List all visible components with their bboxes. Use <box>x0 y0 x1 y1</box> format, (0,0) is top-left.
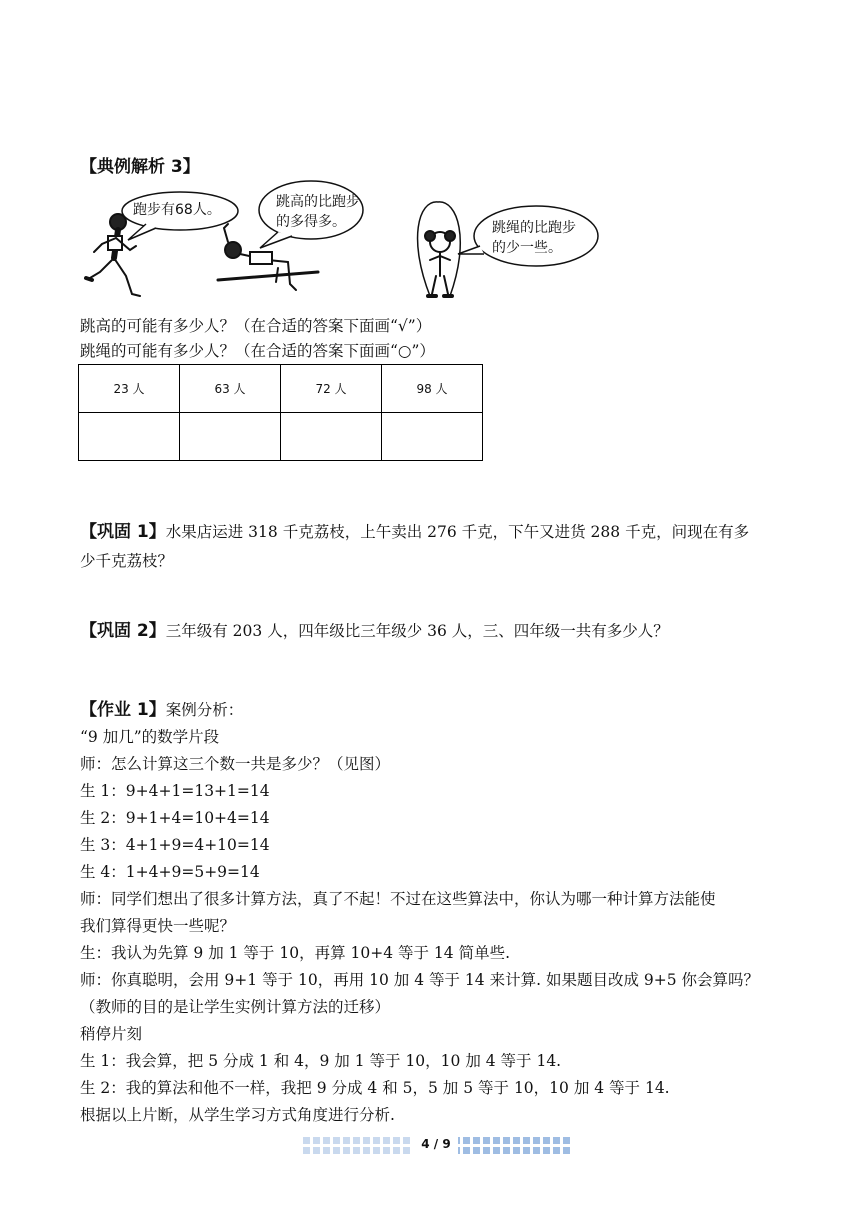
option-cell: 98 人 <box>382 365 483 413</box>
homework-line: 我们算得更快一些呢？ <box>80 917 236 935</box>
example-heading: 【典例解析 3】 <box>80 157 200 177</box>
homework-line: 生 3：4+1+9=4+10=14 <box>80 836 270 854</box>
rope-jumper-icon <box>418 202 461 296</box>
question-rope-jump: 跳绳的可能有多少人？（在合适的答案下面画“○”） <box>80 342 435 360</box>
homework-line: 生 2：9+1+4=10+4=14 <box>80 809 270 827</box>
answer-cell[interactable] <box>180 413 281 461</box>
option-cell: 63 人 <box>180 365 281 413</box>
consolidate-2-label: 【巩固 2】 <box>80 621 166 641</box>
answer-cell[interactable] <box>79 413 180 461</box>
homework-line: 根据以上片断，从学生学习方式角度进行分析. <box>80 1106 395 1124</box>
homework-line: （教师的目的是让学生实例计算方法的迁移） <box>80 998 391 1016</box>
bubble-high-text-2: 的多得多。 <box>276 214 346 230</box>
runner-icon <box>86 214 140 296</box>
homework-line: “9 加几”的数学片段 <box>80 728 220 746</box>
answer-table <box>78 364 483 461</box>
question-high-jump: 跳高的可能有多少人？（在合适的答案下面画“√”） <box>80 317 432 335</box>
consolidate-1-text-line1: 水果店运进 318 千克荔枝，上午卖出 276 千克，下午又进货 288 千克，问现在有多 <box>165 523 750 541</box>
homework-line: 师：怎么计算这三个数一共是多少？（见图） <box>80 755 391 773</box>
option-cell: 23 人 <box>79 365 180 413</box>
homework-line: 生：我认为先算 9 加 1 等于 10，再算 10+4 等于 14 简单些. <box>80 944 511 962</box>
page-number: 4 / 9 <box>421 1137 451 1151</box>
bubble-high-text-1: 跳高的比跑步 <box>276 194 360 210</box>
homework-line: 师：你真聪明，会用 9+1 等于 10，再用 10 加 4 等于 14 来计算. 如果题目改成 9+5 你会算吗？ <box>80 971 760 989</box>
consolidate-2 <box>80 621 669 641</box>
homework-line: 生 1：9+4+1=13+1=14 <box>80 782 270 800</box>
option-cell: 72 人 <box>281 365 382 413</box>
bubble-run-text: 跑步有68人。 <box>133 202 221 218</box>
homework-line: 生 1：我会算，把 5 分成 1 和 4，9 加 1 等于 10，10 加 4 等于 14. <box>80 1052 562 1070</box>
homework-line: 生 2：我的算法和他不一样，我把 9 分成 4 和 5，5 加 5 等于 10，10 加 4 等于 14. <box>80 1079 670 1097</box>
homework-line: 师：同学们想出了很多计算方法，真了不起！不过在这些算法中，你认为哪一种计算方法能使 <box>80 890 716 908</box>
bubble-rope-text-2: 的少一些。 <box>492 240 562 256</box>
homework-line: 稍停片刻 <box>80 1025 143 1043</box>
consolidate-1 <box>80 522 749 542</box>
consolidate-1-label: 【巩固 1】 <box>80 522 166 542</box>
homework-intro: 案例分析： <box>165 701 244 719</box>
homework-label: 【作业 1】 <box>80 700 166 720</box>
consolidate-1-text-line2: 少千克荔枝？ <box>80 552 174 570</box>
homework-line: 生 4：1+4+9=5+9=14 <box>80 863 260 881</box>
bubble-rope-text-1: 跳绳的比跑步 <box>492 220 576 236</box>
consolidate-2-text: 三年级有 203 人，四年级比三年级少 36 人，三、四年级一共有多少人？ <box>165 622 669 640</box>
answer-cell[interactable] <box>281 413 382 461</box>
homework-heading <box>80 700 243 720</box>
answer-cell[interactable] <box>382 413 483 461</box>
